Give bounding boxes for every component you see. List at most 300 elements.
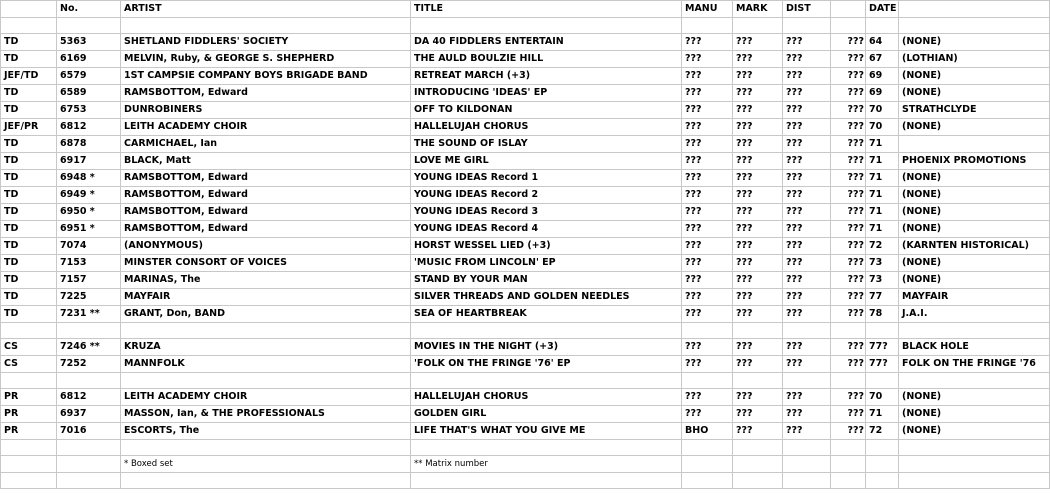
footnote-matrix-number[interactable]: ** Matrix number (411, 456, 682, 473)
cell-number[interactable] (57, 440, 121, 456)
table-row (1, 440, 1050, 456)
cell-artist[interactable]: KRUZA (121, 339, 411, 356)
cell-label[interactable]: PR (1, 406, 57, 423)
header-cell[interactable] (831, 1, 866, 18)
cell-label-name[interactable]: (LOTHIAN) (899, 51, 1050, 68)
cell-date[interactable]: 70 (866, 119, 899, 136)
cell-mark[interactable]: ??? (733, 423, 783, 440)
cell-number[interactable]: 6949 * (57, 187, 121, 204)
cell-title[interactable]: YOUNG IDEAS Record 4 (411, 221, 682, 238)
cell-date[interactable]: 73 (866, 272, 899, 289)
cell-artist[interactable] (121, 18, 411, 34)
cell-title[interactable]: STAND BY YOUR MAN (411, 272, 682, 289)
cell-title[interactable] (411, 440, 682, 456)
cell-manu[interactable] (682, 440, 733, 456)
cell-label[interactable]: TD (1, 102, 57, 119)
cell-title[interactable]: HALLELUJAH CHORUS (411, 119, 682, 136)
cell-artist[interactable]: ESCORTS, The (121, 423, 411, 440)
cell-mark[interactable] (733, 18, 783, 34)
table-row (1, 221, 1050, 238)
cell-number[interactable]: 6579 (57, 68, 121, 85)
cell-artist[interactable]: CARMICHAEL, Ian (121, 136, 411, 153)
cell-title[interactable] (411, 473, 682, 489)
cell-artist[interactable]: MINSTER CONSORT OF VOICES (121, 255, 411, 272)
cell-dist[interactable]: ??? (783, 102, 831, 119)
cell-number[interactable]: 6917 (57, 153, 121, 170)
cell-date[interactable]: 69 (866, 68, 899, 85)
cell-label-name[interactable] (899, 456, 1050, 473)
cell-title[interactable]: DA 40 FIDDLERS ENTERTAIN (411, 34, 682, 51)
cell-label-name[interactable]: (NONE) (899, 255, 1050, 272)
cell-mark[interactable] (733, 323, 783, 339)
cell-mark[interactable]: ??? (733, 34, 783, 51)
cell-dist[interactable]: ??? (783, 51, 831, 68)
cell-manu[interactable]: ??? (682, 289, 733, 306)
cell-label[interactable]: TD (1, 272, 57, 289)
cell-artist[interactable]: BLACK, Matt (121, 153, 411, 170)
cell-mark[interactable] (733, 456, 783, 473)
cell-artist[interactable]: 1ST CAMPSIE COMPANY BOYS BRIGADE BAND (121, 68, 411, 85)
cell-label[interactable]: JEF/PR (1, 119, 57, 136)
cell-label[interactable]: TD (1, 289, 57, 306)
cell-number[interactable] (57, 323, 121, 339)
cell-label[interactable] (1, 456, 57, 473)
cell-extra[interactable]: ??? (831, 221, 866, 238)
header-cell-manu[interactable]: MANU (682, 1, 733, 18)
cell-label-name[interactable] (899, 136, 1050, 153)
cell-mark[interactable]: ??? (733, 136, 783, 153)
cell-mark[interactable]: ??? (733, 85, 783, 102)
cell-label-name[interactable]: BLACK HOLE (899, 339, 1050, 356)
cell-title[interactable]: GOLDEN GIRL (411, 406, 682, 423)
cell-dist[interactable]: ??? (783, 306, 831, 323)
header-cell-mark[interactable]: MARK (733, 1, 783, 18)
cell-number[interactable]: 6937 (57, 406, 121, 423)
table-row (1, 18, 1050, 34)
cell-manu[interactable]: ??? (682, 34, 733, 51)
cell-label[interactable] (1, 18, 57, 34)
cell-number[interactable] (57, 18, 121, 34)
cell-number[interactable] (57, 373, 121, 389)
cell-number[interactable] (57, 456, 121, 473)
cell-dist[interactable] (783, 18, 831, 34)
cell-dist[interactable]: ??? (783, 238, 831, 255)
cell-date[interactable]: 70 (866, 389, 899, 406)
cell-label[interactable]: JEF/TD (1, 68, 57, 85)
cell-number[interactable]: 7157 (57, 272, 121, 289)
cell-date[interactable]: 77? (866, 356, 899, 373)
cell-label[interactable]: CS (1, 356, 57, 373)
cell-extra[interactable]: ??? (831, 68, 866, 85)
cell-date[interactable]: 64 (866, 34, 899, 51)
table-row (1, 373, 1050, 389)
cell-mark[interactable]: ??? (733, 204, 783, 221)
cell-date[interactable] (866, 473, 899, 489)
cell-artist[interactable]: MELVIN, Ruby, & GEORGE S. SHEPHERD (121, 51, 411, 68)
cell-extra[interactable]: ??? (831, 34, 866, 51)
header-cell-no[interactable]: No. (57, 1, 121, 18)
cell-label-name[interactable]: (NONE) (899, 204, 1050, 221)
cell-dist[interactable] (783, 456, 831, 473)
table-row (1, 272, 1050, 289)
cell-mark[interactable] (733, 440, 783, 456)
cell-manu[interactable]: BHO (682, 423, 733, 440)
cell-title[interactable]: THE AULD BOULZIE HILL (411, 51, 682, 68)
cell-title[interactable] (411, 18, 682, 34)
footnote-boxed-set[interactable]: * Boxed set (121, 456, 411, 473)
cell-manu[interactable]: ??? (682, 136, 733, 153)
cell-number[interactable]: 6948 * (57, 170, 121, 187)
cell-label[interactable] (1, 373, 57, 389)
cell-extra[interactable]: ??? (831, 153, 866, 170)
cell-number[interactable] (57, 473, 121, 489)
cell-label-name[interactable]: (NONE) (899, 272, 1050, 289)
cell-manu[interactable]: ??? (682, 356, 733, 373)
cell-label[interactable] (1, 473, 57, 489)
table-row (1, 306, 1050, 323)
cell-dist[interactable]: ??? (783, 221, 831, 238)
cell-manu[interactable]: ??? (682, 306, 733, 323)
cell-artist[interactable] (121, 440, 411, 456)
cell-label[interactable]: TD (1, 85, 57, 102)
cell-date[interactable]: 71 (866, 187, 899, 204)
cell-extra[interactable] (831, 456, 866, 473)
cell-number[interactable]: 7252 (57, 356, 121, 373)
cell-number[interactable]: 6950 * (57, 204, 121, 221)
cell-dist[interactable]: ??? (783, 272, 831, 289)
cell-manu[interactable]: ??? (682, 221, 733, 238)
cell-number[interactable]: 7016 (57, 423, 121, 440)
cell-extra[interactable]: ??? (831, 423, 866, 440)
cell-mark[interactable]: ??? (733, 389, 783, 406)
cell-label-name[interactable]: (NONE) (899, 170, 1050, 187)
cell-date[interactable]: 67 (866, 51, 899, 68)
cell-number[interactable]: 6878 (57, 136, 121, 153)
cell-date[interactable]: 77? (866, 339, 899, 356)
cell-title[interactable]: SILVER THREADS AND GOLDEN NEEDLES (411, 289, 682, 306)
cell-date[interactable]: 71 (866, 204, 899, 221)
cell-label-name[interactable] (899, 323, 1050, 339)
cell-label[interactable]: TD (1, 170, 57, 187)
cell-date[interactable]: 69 (866, 85, 899, 102)
cell-title[interactable]: LOVE ME GIRL (411, 153, 682, 170)
cell-artist[interactable]: RAMSBOTTOM, Edward (121, 170, 411, 187)
cell-artist[interactable]: LEITH ACADEMY CHOIR (121, 389, 411, 406)
cell-manu[interactable]: ??? (682, 85, 733, 102)
cell-number[interactable]: 6812 (57, 389, 121, 406)
cell-mark[interactable]: ??? (733, 306, 783, 323)
cell-label-name[interactable]: FOLK ON THE FRINGE '76 (899, 356, 1050, 373)
cell-label[interactable] (1, 323, 57, 339)
cell-artist[interactable]: RAMSBOTTOM, Edward (121, 204, 411, 221)
cell-manu[interactable] (682, 323, 733, 339)
cell-artist[interactable]: MAYFAIR (121, 289, 411, 306)
cell-extra[interactable]: ??? (831, 170, 866, 187)
cell-mark[interactable]: ??? (733, 289, 783, 306)
cell-mark[interactable]: ??? (733, 102, 783, 119)
cell-manu[interactable] (682, 456, 733, 473)
cell-number[interactable]: 6951 * (57, 221, 121, 238)
cell-label[interactable]: TD (1, 34, 57, 51)
cell-mark[interactable] (733, 373, 783, 389)
cell-title[interactable]: YOUNG IDEAS Record 2 (411, 187, 682, 204)
cell-manu[interactable] (682, 473, 733, 489)
cell-date[interactable]: 78 (866, 306, 899, 323)
cell-manu[interactable]: ??? (682, 255, 733, 272)
cell-title[interactable]: HORST WESSEL LIED (+3) (411, 238, 682, 255)
cell-extra[interactable]: ??? (831, 255, 866, 272)
cell-label[interactable]: TD (1, 255, 57, 272)
header-cell-date[interactable]: DATE (866, 1, 899, 18)
cell-extra[interactable]: ??? (831, 204, 866, 221)
cell-artist[interactable]: GRANT, Don, BAND (121, 306, 411, 323)
cell-dist[interactable]: ??? (783, 204, 831, 221)
cell-label-name[interactable] (899, 440, 1050, 456)
cell-title[interactable]: HALLELUJAH CHORUS (411, 389, 682, 406)
cell-extra[interactable]: ??? (831, 85, 866, 102)
cell-manu[interactable] (682, 373, 733, 389)
cell-mark[interactable]: ??? (733, 339, 783, 356)
cell-manu[interactable]: ??? (682, 238, 733, 255)
cell-date[interactable]: 72 (866, 423, 899, 440)
cell-dist[interactable]: ??? (783, 356, 831, 373)
cell-mark[interactable]: ??? (733, 238, 783, 255)
cell-label[interactable]: TD (1, 306, 57, 323)
cell-label[interactable]: PR (1, 389, 57, 406)
cell-dist[interactable]: ??? (783, 68, 831, 85)
cell-extra[interactable] (831, 373, 866, 389)
cell-label-name[interactable]: (NONE) (899, 68, 1050, 85)
cell-label[interactable]: TD (1, 204, 57, 221)
cell-dist[interactable] (783, 440, 831, 456)
cell-title[interactable]: THE SOUND OF ISLAY (411, 136, 682, 153)
cell-extra[interactable]: ??? (831, 356, 866, 373)
cell-number[interactable]: 7074 (57, 238, 121, 255)
cell-dist[interactable]: ??? (783, 389, 831, 406)
cell-title[interactable]: INTRODUCING 'IDEAS' EP (411, 85, 682, 102)
cell-manu[interactable]: ??? (682, 272, 733, 289)
table-row (1, 153, 1050, 170)
cell-dist[interactable]: ??? (783, 187, 831, 204)
cell-extra[interactable]: ??? (831, 238, 866, 255)
header-cell[interactable] (899, 1, 1050, 18)
cell-manu[interactable] (682, 18, 733, 34)
cell-label-name[interactable]: (NONE) (899, 423, 1050, 440)
table-row (1, 389, 1050, 406)
cell-mark[interactable]: ??? (733, 119, 783, 136)
cell-artist[interactable]: RAMSBOTTOM, Edward (121, 85, 411, 102)
cell-date[interactable] (866, 440, 899, 456)
cell-extra[interactable] (831, 473, 866, 489)
cell-dist[interactable]: ??? (783, 136, 831, 153)
cell-date[interactable]: 71 (866, 136, 899, 153)
cell-label[interactable]: TD (1, 221, 57, 238)
cell-date[interactable]: 70 (866, 102, 899, 119)
cell-number[interactable]: 7153 (57, 255, 121, 272)
cell-date[interactable]: 71 (866, 221, 899, 238)
cell-date[interactable]: 71 (866, 170, 899, 187)
cell-title[interactable] (411, 373, 682, 389)
table-row (1, 356, 1050, 373)
cell-number[interactable]: 6169 (57, 51, 121, 68)
header-cell-artist[interactable]: ARTIST (121, 1, 411, 18)
cell-label-name[interactable]: (KARNTEN HISTORICAL) (899, 238, 1050, 255)
cell-manu[interactable]: ??? (682, 119, 733, 136)
cell-artist[interactable]: MANNFOLK (121, 356, 411, 373)
cell-date[interactable]: 71 (866, 406, 899, 423)
cell-label[interactable]: TD (1, 153, 57, 170)
cell-number[interactable]: 7246 ** (57, 339, 121, 356)
cell-label[interactable]: TD (1, 238, 57, 255)
cell-artist[interactable] (121, 473, 411, 489)
cell-mark[interactable]: ??? (733, 68, 783, 85)
cell-date[interactable] (866, 456, 899, 473)
cell-label-name[interactable]: STRATHCLYDE (899, 102, 1050, 119)
cell-manu[interactable]: ??? (682, 339, 733, 356)
cell-dist[interactable]: ??? (783, 170, 831, 187)
cell-label-name[interactable]: MAYFAIR (899, 289, 1050, 306)
cell-artist[interactable]: SHETLAND FIDDLERS' SOCIETY (121, 34, 411, 51)
cell-extra[interactable]: ??? (831, 389, 866, 406)
cell-extra[interactable]: ??? (831, 306, 866, 323)
cell-extra[interactable]: ??? (831, 51, 866, 68)
cell-dist[interactable]: ??? (783, 406, 831, 423)
cell-dist[interactable]: ??? (783, 423, 831, 440)
cell-date[interactable] (866, 323, 899, 339)
cell-mark[interactable]: ??? (733, 272, 783, 289)
header-cell[interactable] (1, 1, 57, 18)
cell-title[interactable] (411, 323, 682, 339)
cell-manu[interactable]: ??? (682, 406, 733, 423)
cell-extra[interactable]: ??? (831, 339, 866, 356)
cell-date[interactable]: 77 (866, 289, 899, 306)
cell-number[interactable]: 6812 (57, 119, 121, 136)
cell-artist[interactable]: (ANONYMOUS) (121, 238, 411, 255)
cell-extra[interactable] (831, 18, 866, 34)
cell-extra[interactable]: ??? (831, 102, 866, 119)
cell-date[interactable] (866, 18, 899, 34)
cell-number[interactable]: 7231 ** (57, 306, 121, 323)
cell-extra[interactable]: ??? (831, 289, 866, 306)
cell-label[interactable]: CS (1, 339, 57, 356)
cell-artist[interactable]: DUNROBINERS (121, 102, 411, 119)
cell-label-name[interactable]: (NONE) (899, 389, 1050, 406)
cell-manu[interactable]: ??? (682, 153, 733, 170)
cell-artist[interactable]: MARINAS, The (121, 272, 411, 289)
cell-title[interactable]: RETREAT MARCH (+3) (411, 68, 682, 85)
cell-extra[interactable]: ??? (831, 406, 866, 423)
cell-title[interactable]: YOUNG IDEAS Record 1 (411, 170, 682, 187)
cell-dist[interactable]: ??? (783, 119, 831, 136)
cell-mark[interactable]: ??? (733, 406, 783, 423)
cell-extra[interactable]: ??? (831, 136, 866, 153)
cell-label[interactable] (1, 440, 57, 456)
cell-artist[interactable]: LEITH ACADEMY CHOIR (121, 119, 411, 136)
cell-manu[interactable]: ??? (682, 68, 733, 85)
cell-mark[interactable] (733, 473, 783, 489)
cell-manu[interactable]: ??? (682, 204, 733, 221)
cell-label-name[interactable]: (NONE) (899, 187, 1050, 204)
cell-label[interactable]: TD (1, 187, 57, 204)
cell-number[interactable]: 7225 (57, 289, 121, 306)
cell-number[interactable]: 5363 (57, 34, 121, 51)
cell-dist[interactable]: ??? (783, 289, 831, 306)
cell-dist[interactable] (783, 373, 831, 389)
table-row (1, 85, 1050, 102)
cell-number[interactable]: 6589 (57, 85, 121, 102)
cell-title[interactable]: YOUNG IDEAS Record 3 (411, 204, 682, 221)
cell-dist[interactable] (783, 473, 831, 489)
cell-date[interactable]: 72 (866, 238, 899, 255)
cell-extra[interactable]: ??? (831, 187, 866, 204)
cell-dist[interactable]: ??? (783, 34, 831, 51)
cell-dist[interactable]: ??? (783, 153, 831, 170)
cell-artist[interactable]: RAMSBOTTOM, Edward (121, 187, 411, 204)
cell-label-name[interactable]: (NONE) (899, 34, 1050, 51)
cell-label-name[interactable]: (NONE) (899, 406, 1050, 423)
cell-dist[interactable]: ??? (783, 255, 831, 272)
cell-title[interactable]: 'MUSIC FROM LINCOLN' EP (411, 255, 682, 272)
cell-mark[interactable]: ??? (733, 221, 783, 238)
cell-label[interactable]: PR (1, 423, 57, 440)
cell-mark[interactable]: ??? (733, 153, 783, 170)
cell-artist[interactable] (121, 373, 411, 389)
cell-manu[interactable]: ??? (682, 51, 733, 68)
cell-date[interactable] (866, 373, 899, 389)
cell-label[interactable]: TD (1, 51, 57, 68)
cell-artist[interactable]: MASSON, Ian, & THE PROFESSIONALS (121, 406, 411, 423)
cell-mark[interactable]: ??? (733, 255, 783, 272)
cell-manu[interactable]: ??? (682, 102, 733, 119)
cell-title[interactable]: SEA OF HEARTBREAK (411, 306, 682, 323)
cell-label-name[interactable] (899, 473, 1050, 489)
cell-dist[interactable]: ??? (783, 339, 831, 356)
cell-extra[interactable]: ??? (831, 272, 866, 289)
cell-date[interactable]: 73 (866, 255, 899, 272)
cell-label[interactable]: TD (1, 136, 57, 153)
cell-mark[interactable]: ??? (733, 170, 783, 187)
cell-label-name[interactable]: PHOENIX PROMOTIONS (899, 153, 1050, 170)
cell-extra[interactable] (831, 323, 866, 339)
cell-title[interactable]: MOVIES IN THE NIGHT (+3) (411, 339, 682, 356)
cell-label-name[interactable]: (NONE) (899, 221, 1050, 238)
cell-label-name[interactable] (899, 18, 1050, 34)
cell-number[interactable]: 6753 (57, 102, 121, 119)
cell-manu[interactable]: ??? (682, 170, 733, 187)
cell-artist[interactable]: RAMSBOTTOM, Edward (121, 221, 411, 238)
header-cell-title[interactable]: TITLE (411, 1, 682, 18)
cell-title[interactable]: 'FOLK ON THE FRINGE '76' EP (411, 356, 682, 373)
cell-label-name[interactable]: J.A.I. (899, 306, 1050, 323)
cell-mark[interactable]: ??? (733, 51, 783, 68)
cell-extra[interactable] (831, 440, 866, 456)
cell-label-name[interactable] (899, 373, 1050, 389)
cell-extra[interactable]: ??? (831, 119, 866, 136)
cell-mark[interactable]: ??? (733, 356, 783, 373)
cell-label-name[interactable]: (NONE) (899, 119, 1050, 136)
cell-manu[interactable]: ??? (682, 389, 733, 406)
cell-label-name[interactable]: (NONE) (899, 85, 1050, 102)
cell-title[interactable]: OFF TO KILDONAN (411, 102, 682, 119)
cell-mark[interactable]: ??? (733, 187, 783, 204)
cell-manu[interactable]: ??? (682, 187, 733, 204)
cell-dist[interactable]: ??? (783, 85, 831, 102)
cell-date[interactable]: 71 (866, 153, 899, 170)
cell-title[interactable]: LIFE THAT'S WHAT YOU GIVE ME (411, 423, 682, 440)
cell-dist[interactable] (783, 323, 831, 339)
header-cell-dist[interactable]: DIST (783, 1, 831, 18)
cell-artist[interactable] (121, 323, 411, 339)
